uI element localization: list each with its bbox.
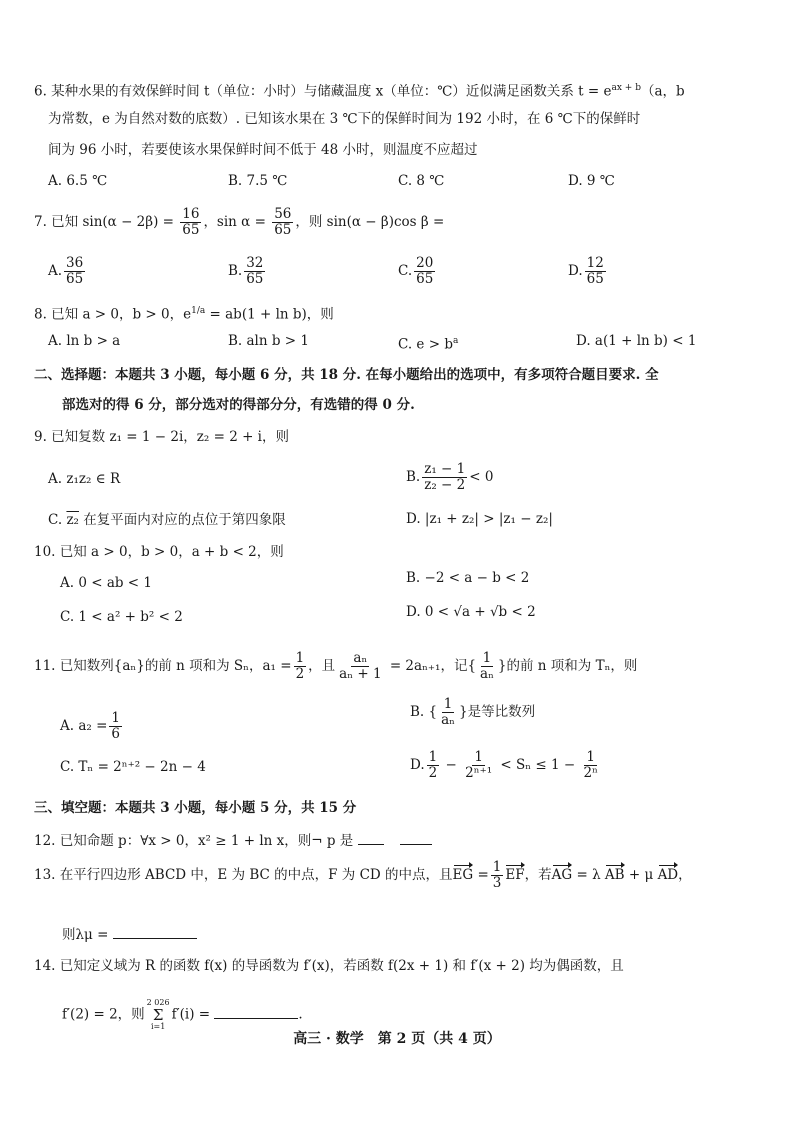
section2-line2: 部选对的得 6 分，部分选对的得部分分，有选错的得 0 分. [62, 397, 415, 413]
q11-p1: 11. 已知数列{aₙ}的前 n 项和为 Sₙ，a₁ = [34, 658, 292, 674]
q13-line2 [62, 926, 197, 944]
q9-option-b-tail: < 0 [469, 469, 494, 485]
q9-option-b-num: z₁ − 1 [424, 461, 466, 477]
q6-line1-text: 6. 某种水果的有效保鲜时间 t（单位：小时）与储藏温度 x（单位：℃）近似满足函数关系 t = e [34, 83, 612, 100]
q11-option-d-label: D. [410, 757, 425, 773]
q7-option-a-label: A. [48, 263, 63, 279]
q7-frac2-den: 65 [274, 222, 292, 238]
q11-option-d-num2: 1 [474, 749, 483, 765]
q11-p4: }的前 n 项和为 Tₙ，则 [497, 658, 638, 674]
q9-option-c [48, 511, 286, 529]
q11-frac1 [294, 651, 307, 682]
page-footer: 高三 · 数学 第 2 页（共 4 页） [293, 1031, 501, 1047]
q6-option-a: A. 6.5 ℃ [48, 173, 108, 189]
q11-option-d-frac3 [581, 750, 599, 781]
q11-option-d-den2: 2ⁿ⁺¹ [465, 765, 493, 781]
q13-p1: 13. 在平行四边形 ABCD 中，E 为 BC 的中点，F 为 CD 的中点，且 [34, 867, 453, 883]
q14-sum [147, 998, 170, 1032]
q6-option-d: D. 9 ℃ [568, 173, 615, 189]
q13-p6: ， [678, 867, 692, 883]
q11-option-d-num1: 1 [428, 749, 438, 765]
q11-frac2-num: aₙ [353, 650, 368, 666]
q7-option-a-den: 65 [66, 271, 84, 287]
q11-frac3-den: aₙ [480, 666, 494, 682]
q13-line2-text: 则λμ = [62, 927, 109, 943]
q7-frac1 [180, 207, 201, 238]
q6-option-b: B. 7.5 ℃ [228, 173, 288, 189]
q14-p2: f′(i) = [171, 1006, 211, 1023]
q13-p2: = [473, 867, 489, 883]
q11-p2: ，且 [308, 658, 336, 674]
q14-sum-bottom: i=1 [150, 1022, 166, 1031]
q12-line [34, 832, 432, 850]
q7-option-b-frac [244, 256, 265, 287]
q11-option-d-den3: 2ⁿ [583, 765, 598, 781]
q9-option-b-den: z₂ − 2 [424, 477, 466, 493]
q7-p2: ，sin α = [203, 214, 266, 230]
q7-option-a-num: 36 [66, 255, 84, 271]
q10-option-a: A. 0 < ab < 1 [60, 575, 152, 591]
q8-p1: 8. 已知 a > 0，b > 0，e [34, 306, 192, 323]
q11-option-b [410, 697, 535, 728]
q11-option-b-den: aₙ [441, 712, 455, 728]
q11-option-d-num3: 1 [586, 749, 595, 765]
q14-line2 [62, 998, 303, 1032]
q7-option-c-den: 65 [416, 271, 434, 287]
q11-option-b-tail: }是等比数列 [458, 704, 536, 720]
q8-option-c-text: C. e > b [398, 336, 453, 353]
q7-option-d-num: 12 [586, 255, 604, 271]
q14-answer-blank[interactable] [214, 1018, 298, 1019]
q7-frac2 [272, 207, 293, 238]
q10-option-c: C. 1 < a² + b² < 2 [60, 609, 183, 625]
q11-option-d-mid2: < Sₙ ≤ 1 − [496, 757, 580, 773]
q14-p1: f′(2) = 2，则 [62, 1006, 145, 1023]
q7-p1: 7. 已知 sin(α − 2β) = [34, 214, 174, 230]
q7-option-b-num: 32 [246, 255, 264, 271]
q13-vec-eg: EG [453, 864, 474, 884]
q11-option-a-den: 6 [111, 726, 120, 742]
q11-frac1-den: 2 [295, 666, 305, 682]
q7-option-a-frac [64, 256, 85, 287]
q11-frac2-den: aₙ + 1 [339, 666, 382, 682]
q6-line3: 间为 96 小时，若要使该水果保鲜时间不低于 48 小时，则温度不应超过 [48, 142, 478, 158]
q14-sum-symbol: Σ [152, 1006, 164, 1024]
q7-option-d-den: 65 [586, 271, 604, 287]
q9-option-c-z: z₂ [66, 512, 79, 528]
q6-option-c: C. 8 ℃ [398, 173, 445, 189]
section2-line1: 二、选择题：本题共 3 小题，每小题 6 分，共 18 分. 在每小题给出的选项中，有多项符合题目要求. 全 [34, 367, 659, 383]
q11-option-a-label: A. a₂ = [60, 718, 108, 734]
q11-option-d-frac1 [427, 750, 440, 781]
q13-vec-ef: EF [505, 864, 524, 884]
q7-option-b-label: B. [228, 263, 243, 279]
q9-option-b-label: B. [406, 469, 421, 485]
q6-exp: ax + b [611, 83, 641, 93]
q7-option-c-label: C. [398, 263, 413, 279]
q11-option-b-num: 1 [443, 696, 453, 712]
q7-option-c [398, 256, 437, 287]
q9-option-a: A. z₁z₂ ∈ R [48, 471, 121, 487]
q11-frac1-num: 1 [295, 650, 305, 666]
q8-option-d: D. a(1 + ln b) < 1 [576, 333, 697, 349]
q7-frac1-den: 65 [182, 222, 200, 238]
q7-option-c-num: 20 [416, 255, 434, 271]
q14-sum-top: 2 026 [146, 998, 170, 1007]
q13-p5: + μ [624, 867, 654, 883]
q12-answer-blank-2[interactable] [400, 844, 432, 845]
q7-option-a [48, 256, 87, 287]
q8-option-a: A. ln b > a [48, 333, 121, 349]
q14-line1: 14. 已知定义域为 R 的函数 f(x) 的导函数为 f′(x)，若函数 f(2x + 1) 和 f′(x + 2) 均为偶函数，且 [34, 958, 624, 974]
q11-option-c: C. Tₙ = 2ⁿ⁺² − 2n − 4 [60, 759, 206, 775]
q13-p3: ，若 [524, 867, 552, 883]
q11-frac3 [478, 651, 496, 682]
q8-sup: 1/a [191, 306, 206, 316]
q11-option-b-frac [439, 697, 457, 728]
q11-option-d [410, 750, 602, 781]
q9-option-c-label: C. [48, 512, 63, 528]
q6-line2: 为常数，e 为自然对数的底数）. 已知该水果在 3 ℃下的保鲜时间为 192 小时，在 6 ℃下的保鲜时 [48, 111, 641, 127]
q13-vec-ad: AD [658, 864, 679, 884]
q8-option-b: B. aln b > 1 [228, 333, 309, 349]
q13-answer-blank[interactable] [113, 938, 197, 939]
q13-frac-den: 3 [492, 875, 502, 891]
q10-stem: 10. 已知 a > 0，b > 0，a + b < 2，则 [34, 544, 284, 560]
q6-line1 [34, 79, 685, 101]
q8-p2: = ab(1 + ln b)，则 [205, 306, 334, 323]
q13-vec-ab: AB [605, 864, 625, 884]
q9-option-b [406, 462, 493, 493]
q7-option-d-frac [585, 256, 606, 287]
q11-frac3-num: 1 [482, 650, 492, 666]
q7-option-d-label: D. [568, 263, 583, 279]
q7-option-c-frac [414, 256, 435, 287]
q11-option-d-frac2 [463, 750, 494, 781]
q8-option-c-sup: a [452, 336, 459, 346]
q7-p3: ，则 sin(α − β)cos β = [295, 214, 445, 230]
q11-option-b-label: B. { [410, 704, 438, 720]
q9-stem: 9. 已知复数 z₁ = 1 − 2i，z₂ = 2 + i，则 [34, 429, 289, 445]
q11-p3: = 2aₙ₊₁，记{ [385, 658, 477, 674]
q9-option-b-frac [422, 462, 467, 493]
q11-option-d-mid: − [441, 757, 462, 773]
q8-option-c [398, 332, 458, 354]
q7-frac2-num: 56 [274, 206, 292, 222]
q13-p4: = λ [572, 867, 601, 883]
q13-frac [491, 860, 504, 891]
q11-option-d-den1: 2 [428, 765, 438, 781]
q13-vec-ag: AG [552, 864, 573, 884]
q11-option-a-frac [109, 711, 122, 742]
q12-answer-blank-1[interactable] [358, 844, 384, 845]
q10-option-d: D. 0 < √a + √b < 2 [406, 604, 536, 620]
q10-option-b: B. −2 < a − b < 2 [406, 570, 530, 586]
q7-option-d [568, 256, 608, 287]
q9-option-d: D. |z₁ + z₂| > |z₁ − z₂| [406, 511, 553, 527]
section3-title: 三、填空题：本题共 3 小题，每小题 5 分，共 15 分 [34, 800, 357, 816]
q7-stem [34, 207, 444, 238]
q14-period: . [298, 1006, 303, 1023]
q13-frac-num: 1 [492, 859, 502, 875]
q13-line1 [34, 860, 692, 891]
q11-option-a [60, 711, 124, 742]
q11-frac2 [337, 651, 383, 682]
q9-option-c-text: 在复平面内对应的点位于第四象限 [78, 512, 286, 528]
q6-line1-end: （a，b [640, 83, 685, 100]
q11-option-a-num: 1 [111, 710, 120, 726]
q8-stem [34, 302, 334, 324]
q11-stem [34, 651, 637, 682]
q7-frac1-num: 16 [182, 206, 200, 222]
q7-option-b-den: 65 [246, 271, 264, 287]
q7-option-b [228, 256, 267, 287]
q12-text: 12. 已知命题 p：∀x > 0，x² ≥ 1 + ln x，则¬ p 是 [34, 833, 354, 849]
